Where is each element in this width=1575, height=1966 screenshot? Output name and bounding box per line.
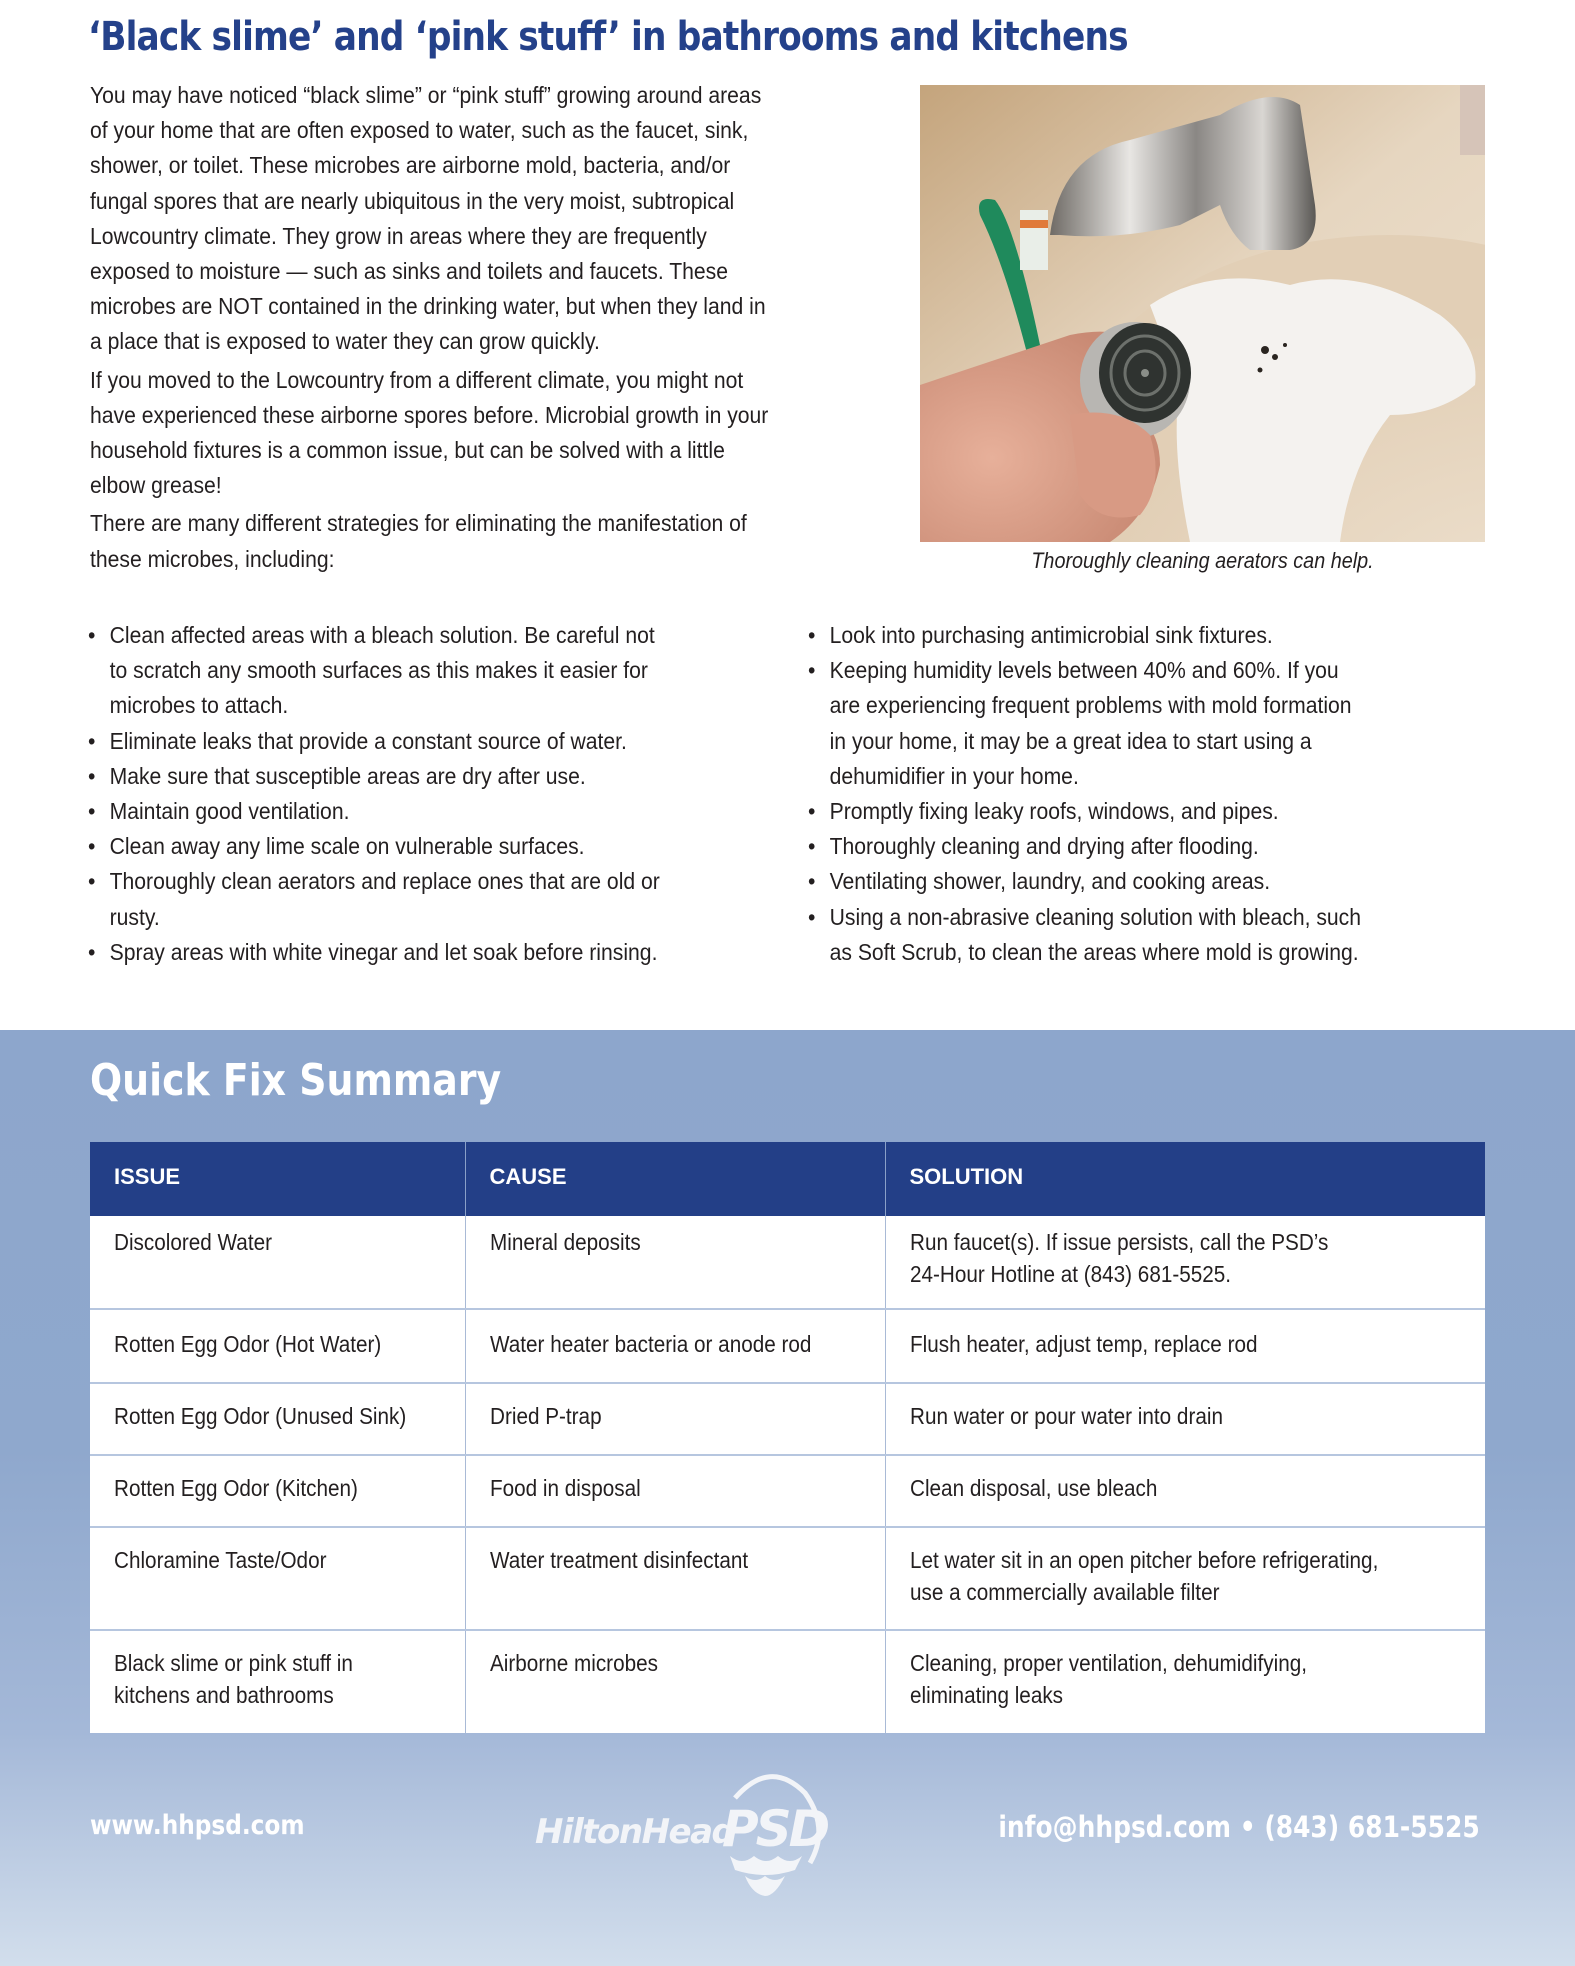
table-header-row [90,1142,1485,1216]
text-line: exposed to moisture — such as sinks and toilets and faucets. These [90,258,728,285]
issue-text: Rotten Egg Odor (Kitchen) [114,1475,358,1501]
column-header-issue: ISSUE [90,1142,465,1216]
website-link[interactable]: www.hhpsd.com [90,1810,305,1841]
tip-text-line: Promptly fixing leaky roofs, windows, and pipes. [829,798,1279,825]
text-line: a place that is exposed to water they can grow quickly. [90,328,600,355]
tip-text-line: Spray areas with white vinegar and let soak before rinsing. [109,938,658,965]
table-row [90,1527,1485,1630]
photo-caption: Thoroughly cleaning aerators can help. [1031,548,1374,573]
cause-text: Dried P-trap [489,1403,602,1429]
text-line: If you moved to the Lowcountry from a different climate, you might not [90,366,744,393]
cell-cause [465,1309,885,1383]
bullet-icon: • [88,727,96,754]
logo-text-hiltonhead: HiltonHead [535,1812,735,1852]
text-line: microbes are NOT contained in the drinking water, but when they land in [90,293,766,320]
solution-text: Run water or pour water into drain [909,1403,1223,1429]
bullet-icon: • [808,868,816,895]
cell-issue [90,1309,465,1383]
bullet-icon: • [88,868,96,895]
tip-list-item [88,724,754,759]
text-line: Lowcountry climate. They grow in areas where they are frequently [90,222,707,249]
logo-text-psd: PSD [722,1800,828,1858]
tip-text-line: in your home, it may be a great idea to start using a [829,727,1312,754]
contact-info[interactable]: info@hhpsd.com • (843) 681-5525 [998,1810,1480,1844]
issue-text: Rotten Egg Odor (Unused Sink) [114,1403,407,1429]
text-line: have experienced these airborne spores before. Microbial growth in your [90,401,769,428]
bullet-icon: • [808,798,816,825]
bullet-icon: • [88,938,96,965]
quick-fix-title: Quick Fix Summary [90,1055,502,1106]
tip-text-line: Thoroughly clean aerators and replace ones that are old or [109,868,660,895]
bullet-icon: • [88,622,96,648]
tip-text-line: are experiencing frequent problems with mold formation [829,692,1352,719]
logo-wave-icon [745,1876,785,1896]
issue-text: kitchens and bathrooms [114,1682,334,1708]
tip-list-item [88,794,754,829]
tip-text-line: dehumidifier in your home. [829,762,1079,789]
tip-text-line: Make sure that susceptible areas are dry after use. [109,762,586,789]
soap-bottle [1460,85,1485,155]
tip-list-item [808,794,1492,829]
solution-text: Flush heater, adjust temp, replace rod [909,1331,1257,1357]
cell-solution [885,1309,1485,1383]
cell-solution [885,1630,1485,1733]
cell-solution [885,1383,1485,1455]
cell-solution [885,1216,1485,1309]
cause-text: Water heater bacteria or anode rod [489,1331,811,1357]
tip-text-line: Eliminate leaks that provide a constant source of water. [109,727,627,754]
table-row [90,1455,1485,1527]
quick-fix-table [90,1142,1485,1733]
text-line: elbow grease! [90,472,222,499]
table-body [90,1216,1485,1733]
issue-text: Black slime or pink stuff in [114,1650,353,1676]
cell-cause [465,1455,885,1527]
bullet-icon: • [808,657,816,684]
cause-text: Mineral deposits [489,1229,641,1255]
tip-text-line: to scratch any smooth surfaces as this makes it easier for [109,657,648,684]
bullet-icon: • [88,762,96,789]
tip-list-item [88,618,754,724]
cell-cause [465,1216,885,1309]
tip-text-line: Keeping humidity levels between 40% and 60%. If you [829,657,1339,684]
tip-text-line: rusty. [109,903,160,930]
bullet-icon: • [808,903,816,930]
table-row [90,1309,1485,1383]
tip-list-item [808,829,1492,864]
cause-text: Airborne microbes [489,1650,658,1676]
tip-text-line: microbes to attach. [109,692,289,719]
solution-text: Clean disposal, use bleach [909,1475,1157,1501]
solution-text: Let water sit in an open pitcher before refrigerating, [909,1547,1378,1573]
article-title: ‘Black slime’ and ‘pink stuff’ in bathrooms and kitchens [88,14,1128,60]
tip-list-item [88,759,754,794]
bullet-icon: • [808,622,816,648]
tip-text-line: Clean affected areas with a bleach solution. Be careful not [109,622,655,648]
tip-text-line: as Soft Scrub, to clean the areas where mold is growing. [829,938,1359,965]
table-row [90,1383,1485,1455]
cell-cause [465,1630,885,1733]
tips-list-left [88,618,754,970]
column-header-solution: SOLUTION [885,1142,1485,1216]
cause-text: Water treatment disinfectant [489,1547,748,1573]
tip-text-line: Look into purchasing antimicrobial sink fixtures. [829,622,1273,648]
text-line: You may have noticed “black slime” or “pink stuff” growing around areas [90,82,762,108]
text-line: fungal spores that are nearly ubiquitous in the very moist, subtropical [90,187,735,214]
tip-list-item [808,900,1492,970]
toothbrush-bristles [1020,210,1048,270]
tips-list-right [808,618,1492,970]
tip-list-item [808,653,1492,794]
text-line: There are many different strategies for eliminating the manifestation of [90,510,747,537]
solution-text: eliminating leaks [909,1682,1063,1708]
tip-list-item [808,864,1492,899]
cell-solution [885,1527,1485,1630]
text-line: household fixtures is a common issue, but can be solved with a little [90,437,725,464]
text-line: of your home that are often exposed to water, such as the faucet, sink, [90,117,749,144]
tip-list-item [88,935,754,970]
solution-text: 24-Hour Hotline at (843) 681-5525. [909,1261,1231,1287]
intro-paragraph [90,78,910,360]
tip-text-line: Ventilating shower, laundry, and cooking areas. [829,868,1271,895]
tip-text-line: Maintain good ventilation. [109,798,350,825]
tip-text-line: Thoroughly cleaning and drying after flooding. [829,833,1259,860]
bullet-icon: • [88,798,96,825]
cell-cause [465,1527,885,1630]
intro-text [90,78,910,580]
issue-text: Chloramine Taste/Odor [114,1547,327,1573]
solution-text: Cleaning, proper ventilation, dehumidifying, [909,1650,1307,1676]
text-line: these microbes, including: [90,545,335,572]
cell-issue [90,1383,465,1455]
solution-text: use a commercially available filter [909,1579,1219,1605]
cell-issue [90,1527,465,1630]
hilton-head-psd-logo [530,1768,830,1898]
table-row [90,1630,1485,1733]
logo-wave-icon [730,1856,802,1875]
cause-text: Food in disposal [489,1475,641,1501]
bullet-icon: • [88,833,96,860]
intro-paragraph [90,363,910,504]
tip-list-item [808,618,1492,653]
cell-solution [885,1455,1485,1527]
bullet-icon: • [808,833,816,860]
tip-list-item [88,864,754,934]
tip-text-line: Clean away any lime scale on vulnerable surfaces. [109,833,585,860]
intro-paragraph [90,506,910,576]
issue-text: Discolored Water [114,1229,272,1255]
column-header-cause: CAUSE [465,1142,885,1216]
cell-issue [90,1216,465,1309]
aerator-cleaning-photo [920,85,1485,542]
table-row [90,1216,1485,1309]
tip-text-line: Using a non-abrasive cleaning solution with bleach, such [829,903,1362,930]
cell-issue [90,1455,465,1527]
cell-issue [90,1630,465,1733]
issue-text: Rotten Egg Odor (Hot Water) [114,1331,382,1357]
solution-text: Run faucet(s). If issue persists, call the PSD’s [909,1229,1328,1255]
photo-illustration [920,85,1485,542]
cell-cause [465,1383,885,1455]
tip-list-item [88,829,754,864]
text-line: shower, or toilet. These microbes are airborne mold, bacteria, and/or [90,152,731,179]
